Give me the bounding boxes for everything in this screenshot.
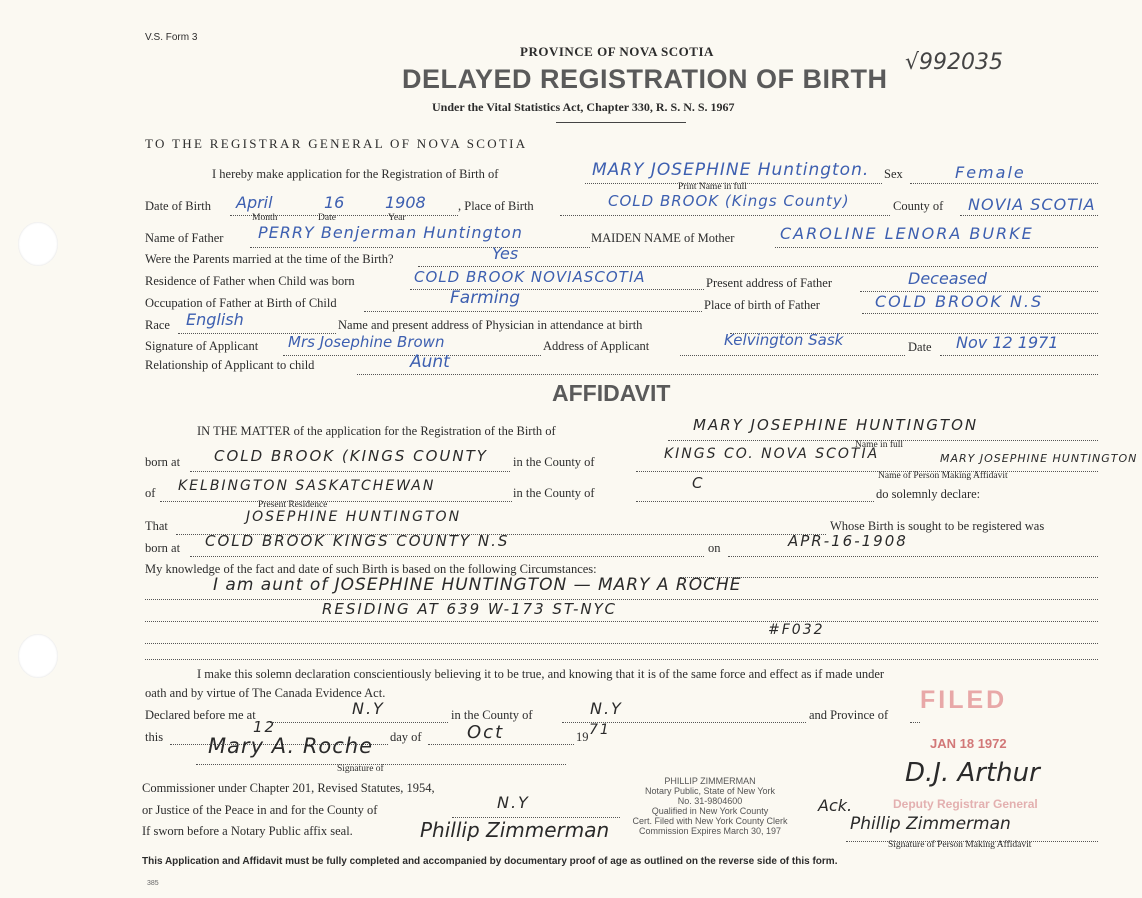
addressee: TO THE REGISTRAR GENERAL OF NOVA SCOTIA <box>145 136 528 151</box>
affiant-signature: Phillip Zimmerman <box>850 814 1011 834</box>
race-label: Race <box>145 318 170 332</box>
circumstance-1: I am aunt of JOSEPHINE HUNTINGTON — MARY A ROCHE <box>213 575 742 595</box>
relationship-line <box>357 374 1098 375</box>
sex-label: Sex <box>884 167 903 181</box>
race-value: English <box>186 310 244 329</box>
binder-hole-bottom <box>18 634 58 678</box>
married-value: Yes <box>492 244 519 263</box>
in-county-label: in the County of <box>513 455 595 469</box>
born-at-label: born at <box>145 455 181 469</box>
registrar-initials: Ack. <box>818 796 853 815</box>
present-address-father-value: Deceased <box>908 269 987 288</box>
born-at2-value: COLD BROOK KINGS COUNTY N.S <box>205 532 510 550</box>
declaration-line-2: oath and by virtue of The Canada Evidence Act. <box>145 686 386 700</box>
county-label: County of <box>893 199 944 213</box>
county-line <box>960 215 1098 216</box>
province-heading: PROVINCE OF NOVA SCOTIA <box>520 44 714 59</box>
maiden-value: CAROLINE LENORA BURKE <box>780 224 1034 243</box>
that-label: That <box>145 519 168 533</box>
that-value: JOSEPHINE HUNTINGTON <box>246 509 462 525</box>
in-county3-value: N.Y <box>590 699 623 718</box>
registrar-signature: D.J. Arthur <box>905 758 1040 788</box>
notary-line-6: Commission Expires March 30, 197 <box>638 826 782 836</box>
maiden-label: MAIDEN NAME of Mother <box>591 231 735 245</box>
of-value: KELBINGTON SASKATCHEWAN <box>178 478 436 494</box>
applicant-address-line <box>680 355 905 356</box>
in-county-value: KINGS CO. NOVA SCOTIA <box>664 446 880 462</box>
circumstance-line-4 <box>145 659 1098 660</box>
signature-of-sublabel: Signature of <box>337 764 384 774</box>
date-line <box>940 355 1098 356</box>
knowledge-line <box>680 577 1098 578</box>
place-birth-value: COLD BROOK (Kings County) <box>608 192 850 210</box>
affidavit-heading: AFFIDAVIT <box>552 380 671 406</box>
circumstance-3: #F032 <box>768 622 825 638</box>
day-of-line <box>428 744 574 745</box>
sex-value: Female <box>955 163 1026 182</box>
occupation-line <box>364 311 702 312</box>
notary-line-1: PHILLIP ZIMMERMAN <box>664 776 756 786</box>
province-label: and Province of <box>809 708 889 722</box>
father-value: PERRY Benjerman Huntington <box>258 223 523 242</box>
dob-month: April <box>236 193 273 212</box>
married-label: Were the Parents married at the time of the Birth? <box>145 252 394 266</box>
dob-year: 1908 <box>385 193 426 212</box>
affiant-name-value: MARY JOSEPHINE HUNTINGTON <box>940 452 1138 465</box>
declaration-line-1: I make this solemn declaration conscientiously believing it to be true, and knowing that it is of the same force and effect as if made under <box>197 667 885 681</box>
subtitle: Under the Vital Statistics Act, Chapter 330, R. S. N. S. 1967 <box>432 100 735 114</box>
notary-seal <box>620 776 800 836</box>
father-label: Name of Father <box>145 231 224 245</box>
on-line <box>728 556 1098 557</box>
residence-father-label: Residence of Father when Child was born <box>145 274 355 288</box>
filed-stamp: FILED <box>920 686 1008 714</box>
name-full-sublabel: Name in full <box>855 440 904 450</box>
residence-father-value: COLD BROOK NOVIASCOTIA <box>414 268 646 286</box>
present-address-father-label: Present address of Father <box>706 276 833 290</box>
circumstance-line-3 <box>145 643 1098 644</box>
place-birth-label: , Place of Birth <box>458 199 534 213</box>
this-value: 12 <box>253 718 277 736</box>
date-label: Date <box>908 340 932 354</box>
on-value: APR-16-1908 <box>788 532 908 550</box>
notary-label: If sworn before a Notary Public affix seal. <box>142 824 353 838</box>
relationship-label: Relationship of Applicant to child <box>145 358 315 372</box>
binder-hole-top <box>18 222 58 266</box>
in-county2-value: C <box>692 474 705 492</box>
justice-value: N.Y <box>497 793 530 812</box>
name-value: MARY JOSEPHINE Huntington. <box>592 160 870 180</box>
date-sublabel: Date <box>318 213 336 223</box>
year-sublabel: Year <box>388 213 406 223</box>
notary-line-4: Qualified in New York County <box>651 806 769 816</box>
knowledge-label: My knowledge of the fact and date of such Birth is based on the following Circumstances: <box>145 562 597 576</box>
signature-label: Signature of Applicant <box>145 339 259 353</box>
occupation-value: Farming <box>450 288 521 308</box>
county-value: NOVIA SCOTIA <box>968 195 1096 214</box>
applicant-address-label: Address of Applicant <box>543 339 650 353</box>
footer-note: This Application and Affidavit must be fully completed and accompanied by documentary proof of age as outlined on the reverse side of this form. <box>142 856 838 867</box>
applicant-address-value: Kelvington Sask <box>724 331 844 349</box>
day-of-value: Oct <box>467 722 505 743</box>
name-sublabel: Print Name in full <box>678 182 747 192</box>
present-residence-sublabel: Present Residence <box>258 500 328 510</box>
form-code: 385 <box>147 880 159 887</box>
in-county3-label: in the County of <box>451 708 533 722</box>
dob-label: Date of Birth <box>145 199 211 213</box>
father-birthplace-line <box>862 313 1098 314</box>
province-line <box>910 722 920 723</box>
declared-value: N.Y <box>352 699 385 718</box>
place-birth-line <box>560 215 890 216</box>
matter-label: IN THE MATTER of the application for the Registration of the Birth of <box>197 424 556 438</box>
notary-line-3: No. 31-9804600 <box>677 796 743 806</box>
year-value: 71 <box>589 722 611 738</box>
in-county2-label: in the County of <box>513 486 595 500</box>
matter-value: MARY JOSEPHINE HUNTINGTON <box>693 416 979 434</box>
year-prefix: 19 <box>576 730 589 744</box>
file-number: √992035 <box>905 50 1004 75</box>
occupation-label: Occupation of Father at Birth of Child <box>145 296 337 310</box>
maiden-line <box>775 247 1098 248</box>
born-at-value: COLD BROOK (KINGS COUNTY <box>214 447 488 465</box>
commissioner-label: Commissioner under Chapter 201, Revised Statutes, 1954, <box>142 781 435 795</box>
born-at-line <box>190 471 510 472</box>
declared-line <box>270 722 448 723</box>
circumstance-2: RESIDING AT 639 W-173 ST-NYC <box>322 600 617 618</box>
whose-birth-label: Whose Birth is sought to be registered was <box>830 519 1045 533</box>
father-birthplace-label: Place of birth of Father <box>704 298 820 312</box>
header-rule <box>556 122 686 123</box>
born-at2-line <box>190 556 704 557</box>
month-sublabel: Month <box>252 213 278 223</box>
notary-line-2: Notary Public, State of New York <box>644 786 776 796</box>
sex-line <box>910 183 1098 184</box>
this-label: this <box>145 730 164 744</box>
person-making-sublabel: Name of Person Making Affidavit <box>878 471 1008 481</box>
intro-label: I hereby make application for the Registration of Birth of <box>212 167 499 181</box>
day-of-label: day of <box>390 730 422 744</box>
dob-date: 16 <box>324 193 345 212</box>
date-value: Nov 12 1971 <box>956 333 1059 352</box>
in-county2-line <box>636 501 874 502</box>
of-line <box>160 501 512 502</box>
person-making-affidavit-sublabel: Signature of Person Making Affidavit <box>888 840 1032 850</box>
deputy-registrar-stamp: Deputy Registrar General <box>893 797 1038 811</box>
born-at2-label: born at <box>145 541 181 555</box>
circumstance-line-1 <box>145 599 1098 600</box>
page-title: DELAYED REGISTRATION OF BIRTH <box>402 64 888 94</box>
form-number: V.S. Form 3 <box>145 32 198 43</box>
in-county-line <box>636 471 1098 472</box>
father-line <box>250 247 590 248</box>
signature-value: Mrs Josephine Brown <box>288 333 445 351</box>
circumstance-line-2 <box>145 621 1098 622</box>
signature-mary: Mary A. Roche <box>208 734 374 758</box>
on-label: on <box>708 541 721 555</box>
of-label: of <box>145 486 156 500</box>
justice-label: or Justice of the Peace in and for the County of <box>142 803 378 817</box>
declared-label: Declared before me at <box>145 708 256 722</box>
solemnly-label: do solemnly declare: <box>876 487 981 501</box>
notary-line-5: Cert. Filed with New York County Clerk <box>632 816 788 826</box>
physician-label: Name and present address of Physician in attendance at birth <box>338 318 643 332</box>
relationship-value: Aunt <box>410 352 450 372</box>
father-birthplace-value: COLD BROOK N.S <box>875 292 1044 311</box>
filed-date-stamp: JAN 18 1972 <box>930 736 1007 751</box>
notary-signature: Phillip Zimmerman <box>420 818 610 842</box>
married-line <box>418 266 1098 267</box>
